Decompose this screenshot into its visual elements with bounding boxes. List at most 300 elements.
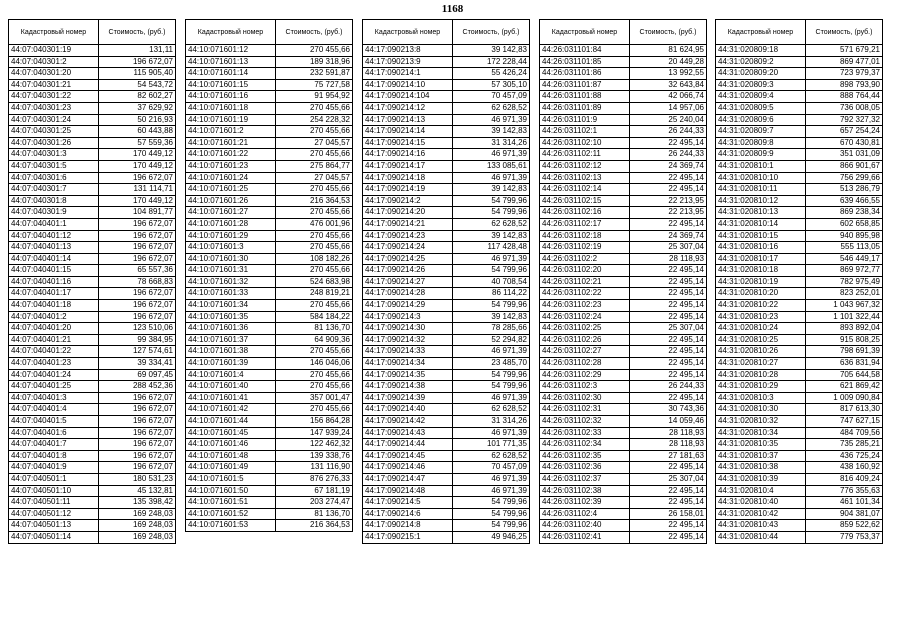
cost-cell: 22 213,95 xyxy=(630,195,707,207)
table-row xyxy=(9,79,176,91)
cadastral-number-cell: 44:10:071601:33 xyxy=(186,288,276,300)
table-row xyxy=(716,358,883,370)
table-row xyxy=(186,91,353,103)
cadastral-number-cell: 44:10:071601:24 xyxy=(186,172,276,184)
cadastral-number-cell: 44:31:020809:7 xyxy=(716,126,806,138)
table-row xyxy=(540,160,707,172)
cost-cell: 46 971,39 xyxy=(453,485,530,497)
cadastral-number-cell: 44:07:040301:9 xyxy=(9,207,99,219)
cadastral-number-cell: 44:10:071601:51 xyxy=(186,497,276,509)
cost-cell: 24 369,74 xyxy=(630,230,707,242)
cost-cell: 869 238,34 xyxy=(806,207,883,219)
cost-cell: 248 819,21 xyxy=(276,288,353,300)
cost-cell: 216 364,53 xyxy=(276,195,353,207)
table-row xyxy=(540,45,707,57)
cadastral-number-cell: 44:10:071601:23 xyxy=(186,160,276,172)
cadastral-number-cell: 44:07:040401:1 xyxy=(9,218,99,230)
table-row xyxy=(9,102,176,114)
cadastral-number-cell: 44:31:020810:39 xyxy=(716,473,806,485)
table-row xyxy=(9,439,176,451)
cost-cell: 25 307,04 xyxy=(630,473,707,485)
cost-cell: 461 101,34 xyxy=(806,497,883,509)
table-row xyxy=(9,56,176,68)
cadastral-number-cell: 44:07:040501:10 xyxy=(9,485,99,497)
cadastral-number-cell: 44:26:031102:18 xyxy=(540,230,630,242)
cadastral-number-cell: 44:07:040301:22 xyxy=(9,91,99,103)
header-cadastral-number: Кадастровый номер xyxy=(186,20,276,45)
cost-cell: 196 672,07 xyxy=(99,242,176,254)
cost-cell: 170 449,12 xyxy=(99,160,176,172)
table-row xyxy=(716,404,883,416)
cadastral-number-cell: 44:17:090214:5 xyxy=(363,497,453,509)
cadastral-number-cell: 44:31:020810:4 xyxy=(716,485,806,497)
cadastral-number-cell: 44:07:040401:21 xyxy=(9,334,99,346)
cadastral-number-cell: 44:31:020810:12 xyxy=(716,195,806,207)
table-row xyxy=(186,427,353,439)
cost-cell: 216 364,53 xyxy=(276,520,353,532)
table-row xyxy=(363,79,530,91)
cost-cell: 869 972,77 xyxy=(806,265,883,277)
cadastral-number-cell: 44:17:090214:42 xyxy=(363,416,453,428)
table-row xyxy=(540,439,707,451)
cost-cell: 196 672,07 xyxy=(99,230,176,242)
cadastral-number-cell: 44:17:090214:38 xyxy=(363,381,453,393)
cadastral-number-cell: 44:10:071601:21 xyxy=(186,137,276,149)
cost-cell: 22 495,14 xyxy=(630,346,707,358)
table-row xyxy=(716,126,883,138)
cadastral-number-cell: 44:17:090214:35 xyxy=(363,369,453,381)
table-row xyxy=(363,416,530,428)
cadastral-number-cell: 44:07:040301:5 xyxy=(9,160,99,172)
table-row xyxy=(363,427,530,439)
cost-cell: 888 764,44 xyxy=(806,91,883,103)
cost-cell: 893 892,04 xyxy=(806,323,883,335)
cost-cell: 798 691,39 xyxy=(806,346,883,358)
cost-cell: 104 891,77 xyxy=(99,207,176,219)
cost-cell: 357 001,47 xyxy=(276,392,353,404)
table-row xyxy=(186,160,353,172)
table-row xyxy=(363,450,530,462)
table-row xyxy=(540,265,707,277)
cadastral-number-cell: 44:07:040301:24 xyxy=(9,114,99,126)
cadastral-number-cell: 44:17:090214:28 xyxy=(363,288,453,300)
cost-cell: 50 216,93 xyxy=(99,114,176,126)
table-row xyxy=(540,300,707,312)
cadastral-number-cell: 44:07:040401:25 xyxy=(9,381,99,393)
cost-cell: 67 181,19 xyxy=(276,485,353,497)
table-row xyxy=(363,253,530,265)
cost-cell: 196 672,07 xyxy=(99,392,176,404)
cadastral-number-cell: 44:10:071601:46 xyxy=(186,439,276,451)
cost-cell: 22 495,14 xyxy=(630,172,707,184)
cost-cell: 25 307,04 xyxy=(630,323,707,335)
cost-cell: 555 113,05 xyxy=(806,242,883,254)
cadastral-number-cell: 44:17:090214:46 xyxy=(363,462,453,474)
table-row xyxy=(186,323,353,335)
cost-cell: 22 495,14 xyxy=(630,265,707,277)
table-row xyxy=(716,520,883,532)
cost-cell: 78 285,66 xyxy=(453,323,530,335)
cadastral-number-cell: 44:31:020810:17 xyxy=(716,253,806,265)
cadastral-number-cell: 44:17:090214:21 xyxy=(363,218,453,230)
table-row xyxy=(540,184,707,196)
cost-cell: 524 683,98 xyxy=(276,276,353,288)
cadastral-number-cell: 44:10:071601:38 xyxy=(186,346,276,358)
table-row xyxy=(9,520,176,532)
table-row xyxy=(716,439,883,451)
cost-cell: 22 495,14 xyxy=(630,334,707,346)
table-row xyxy=(9,45,176,57)
cost-cell: 55 426,24 xyxy=(453,68,530,80)
cost-cell: 232 591,87 xyxy=(276,68,353,80)
table-row xyxy=(716,56,883,68)
cost-cell: 39 142,83 xyxy=(453,45,530,57)
cadastral-number-cell: 44:07:040401:5 xyxy=(9,416,99,428)
table-row xyxy=(363,230,530,242)
cadastral-number-cell: 44:31:020810:26 xyxy=(716,346,806,358)
table-header-row xyxy=(716,20,883,45)
cadastral-number-cell: 44:07:040301:21 xyxy=(9,79,99,91)
cost-cell: 62 628,52 xyxy=(453,404,530,416)
table-row xyxy=(716,416,883,428)
cadastral-number-cell: 44:26:031102:41 xyxy=(540,531,630,543)
cadastral-number-cell: 44:17:090214:24 xyxy=(363,242,453,254)
cadastral-number-cell: 44:26:031102:32 xyxy=(540,416,630,428)
cadastral-number-cell: 44:31:020810:24 xyxy=(716,323,806,335)
cadastral-number-cell: 44:10:071601:50 xyxy=(186,485,276,497)
cadastral-number-cell: 44:26:031102:15 xyxy=(540,195,630,207)
cadastral-number-cell: 44:31:020810:37 xyxy=(716,450,806,462)
cost-cell: 46 971,39 xyxy=(453,149,530,161)
cadastral-number-cell: 44:07:040501:1 xyxy=(9,473,99,485)
cost-cell: 657 254,24 xyxy=(806,126,883,138)
table-row xyxy=(186,265,353,277)
table-row xyxy=(9,508,176,520)
cadastral-number-cell: 44:31:020810:34 xyxy=(716,427,806,439)
cadastral-number-cell: 44:26:031101:9 xyxy=(540,114,630,126)
cadastral-number-cell: 44:26:031102:28 xyxy=(540,358,630,370)
cadastral-number-cell: 44:07:040301:25 xyxy=(9,126,99,138)
table-row xyxy=(716,137,883,149)
table-row xyxy=(540,242,707,254)
cost-cell: 736 008,05 xyxy=(806,102,883,114)
table-row xyxy=(186,381,353,393)
table-row xyxy=(540,253,707,265)
cost-cell: 54 799,96 xyxy=(453,265,530,277)
table-row xyxy=(9,184,176,196)
header-cost: Стоимость, (руб.) xyxy=(453,20,530,45)
table-row xyxy=(716,79,883,91)
cost-cell: 60 443,88 xyxy=(99,126,176,138)
cadastral-number-cell: 44:07:040401:9 xyxy=(9,462,99,474)
table-row xyxy=(363,531,530,543)
cadastral-number-cell: 44:17:090214:26 xyxy=(363,265,453,277)
table-header-row xyxy=(186,20,353,45)
table-row xyxy=(716,497,883,509)
table-row xyxy=(716,276,883,288)
table-row xyxy=(540,369,707,381)
table-row xyxy=(363,242,530,254)
cost-cell: 123 510,06 xyxy=(99,323,176,335)
cost-cell: 46 971,39 xyxy=(453,114,530,126)
table-row xyxy=(363,346,530,358)
cost-cell: 22 495,14 xyxy=(630,218,707,230)
cost-cell: 196 672,07 xyxy=(99,172,176,184)
cadastral-number-cell: 44:10:071601:30 xyxy=(186,253,276,265)
table-row xyxy=(9,230,176,242)
table-row xyxy=(716,253,883,265)
cadastral-number-cell: 44:17:090214:10 xyxy=(363,79,453,91)
cadastral-number-cell: 44:26:031102:25 xyxy=(540,323,630,335)
cost-cell: 45 132,81 xyxy=(99,485,176,497)
cadastral-number-cell: 44:07:040401:16 xyxy=(9,276,99,288)
header-cadastral-number: Кадастровый номер xyxy=(716,20,806,45)
cost-cell: 270 455,66 xyxy=(276,207,353,219)
table-row xyxy=(716,473,883,485)
cost-cell: 131 114,71 xyxy=(99,184,176,196)
cadastral-number-cell: 44:31:020810:40 xyxy=(716,497,806,509)
cadastral-number-cell: 44:10:071601:39 xyxy=(186,358,276,370)
cost-cell: 571 679,21 xyxy=(806,45,883,57)
table-row xyxy=(9,497,176,509)
table-header-row xyxy=(9,20,176,45)
table-row xyxy=(716,265,883,277)
cost-cell: 270 455,66 xyxy=(276,265,353,277)
cost-cell: 22 495,14 xyxy=(630,288,707,300)
cadastral-number-cell: 44:17:090214:15 xyxy=(363,137,453,149)
cadastral-number-cell: 44:07:040401:17 xyxy=(9,288,99,300)
cost-cell: 147 939,24 xyxy=(276,427,353,439)
cadastral-number-cell: 44:31:020810:16 xyxy=(716,242,806,254)
table-row xyxy=(186,230,353,242)
table-row xyxy=(716,450,883,462)
table-row xyxy=(540,485,707,497)
cost-cell: 816 409,24 xyxy=(806,473,883,485)
cost-cell: 1 043 967,32 xyxy=(806,300,883,312)
table-row xyxy=(186,102,353,114)
table-row xyxy=(363,126,530,138)
table-row xyxy=(186,300,353,312)
cadastral-number-cell: 44:26:031101:85 xyxy=(540,56,630,68)
cost-cell: 196 672,07 xyxy=(99,427,176,439)
cost-cell: 636 831,94 xyxy=(806,358,883,370)
cost-cell: 46 971,39 xyxy=(453,392,530,404)
table-row xyxy=(540,323,707,335)
cost-cell: 27 181,63 xyxy=(630,450,707,462)
cadastral-number-cell: 44:10:071601:19 xyxy=(186,114,276,126)
table-row xyxy=(9,114,176,126)
table-row xyxy=(716,323,883,335)
table-row xyxy=(540,56,707,68)
table-row xyxy=(716,45,883,57)
cost-cell: 904 381,07 xyxy=(806,508,883,520)
table-row xyxy=(9,462,176,474)
cadastral-number-cell: 44:07:040301:26 xyxy=(9,137,99,149)
cadastral-number-cell: 44:10:071601:27 xyxy=(186,207,276,219)
table-row xyxy=(716,381,883,393)
cost-cell: 351 031,09 xyxy=(806,149,883,161)
cost-cell: 46 971,39 xyxy=(453,473,530,485)
cadastral-number-cell: 44:31:020810:10 xyxy=(716,172,806,184)
cadastral-number-cell: 44:17:090214:3 xyxy=(363,311,453,323)
table-row xyxy=(186,149,353,161)
cadastral-number-cell: 44:07:040501:11 xyxy=(9,497,99,509)
table-row xyxy=(9,172,176,184)
table-row xyxy=(9,160,176,172)
cadastral-number-cell: 44:26:031101:88 xyxy=(540,91,630,103)
cadastral-number-cell: 44:31:020810:30 xyxy=(716,404,806,416)
table-row xyxy=(9,242,176,254)
cadastral-number-cell: 44:07:040301:7 xyxy=(9,184,99,196)
cadastral-number-cell: 44:10:071601:2 xyxy=(186,126,276,138)
cadastral-number-cell: 44:26:031102:30 xyxy=(540,392,630,404)
cadastral-number-cell: 44:07:040401:13 xyxy=(9,242,99,254)
cadastral-number-cell: 44:07:040501:12 xyxy=(9,508,99,520)
cadastral-number-cell: 44:26:031101:89 xyxy=(540,102,630,114)
cadastral-number-cell: 44:17:090214:6 xyxy=(363,508,453,520)
cost-cell: 46 971,39 xyxy=(453,253,530,265)
cost-cell: 876 276,33 xyxy=(276,473,353,485)
cadastral-number-cell: 44:07:040401:23 xyxy=(9,358,99,370)
cost-cell: 196 672,07 xyxy=(99,300,176,312)
cost-cell: 22 495,14 xyxy=(630,184,707,196)
table-row xyxy=(186,439,353,451)
table-row xyxy=(540,462,707,474)
cadastral-number-cell: 44:07:040301:2 xyxy=(9,56,99,68)
cost-cell: 602 658,85 xyxy=(806,218,883,230)
cadastral-number-cell: 44:26:031102:17 xyxy=(540,218,630,230)
cadastral-number-cell: 44:10:071601:45 xyxy=(186,427,276,439)
table-row xyxy=(716,102,883,114)
table-row xyxy=(716,508,883,520)
cost-cell: 46 971,39 xyxy=(453,172,530,184)
table-row xyxy=(363,91,530,103)
cadastral-number-cell: 44:26:031102:33 xyxy=(540,427,630,439)
cost-cell: 54 799,96 xyxy=(453,497,530,509)
table-row xyxy=(186,56,353,68)
cost-cell: 270 455,66 xyxy=(276,381,353,393)
table-row xyxy=(363,311,530,323)
cost-cell: 270 455,66 xyxy=(276,45,353,57)
cadastral-number-cell: 44:17:090214:25 xyxy=(363,253,453,265)
cadastral-number-cell: 44:26:031102:27 xyxy=(540,346,630,358)
cost-cell: 22 495,14 xyxy=(630,276,707,288)
table-row xyxy=(363,195,530,207)
cadastral-number-cell: 44:31:020810:20 xyxy=(716,288,806,300)
cadastral-table-4 xyxy=(539,19,707,544)
cost-cell: 49 946,25 xyxy=(453,531,530,543)
cost-cell: 28 118,93 xyxy=(630,439,707,451)
cadastral-number-cell: 44:07:040301:19 xyxy=(9,45,99,57)
table-row xyxy=(540,172,707,184)
cost-cell: 817 613,30 xyxy=(806,404,883,416)
cadastral-number-cell: 44:26:031102:14 xyxy=(540,184,630,196)
table-row xyxy=(540,102,707,114)
table-row xyxy=(9,369,176,381)
cost-cell: 91 954,92 xyxy=(276,91,353,103)
table-row xyxy=(9,288,176,300)
cost-cell: 146 046,06 xyxy=(276,358,353,370)
table-row xyxy=(363,462,530,474)
cadastral-number-cell: 44:17:090214:29 xyxy=(363,300,453,312)
cadastral-number-cell: 44:17:090214:23 xyxy=(363,230,453,242)
cost-cell: 26 244,33 xyxy=(630,149,707,161)
table-row xyxy=(363,323,530,335)
cost-cell: 189 318,96 xyxy=(276,56,353,68)
table-row xyxy=(363,485,530,497)
cadastral-number-cell: 44:17:090214:16 xyxy=(363,149,453,161)
cadastral-number-cell: 44:10:071601:5 xyxy=(186,473,276,485)
table-row xyxy=(540,68,707,80)
table-row xyxy=(186,404,353,416)
table-row xyxy=(540,311,707,323)
cadastral-number-cell: 44:07:040401:3 xyxy=(9,392,99,404)
cost-cell: 172 228,44 xyxy=(453,56,530,68)
table-row xyxy=(186,334,353,346)
cost-cell: 196 672,07 xyxy=(99,56,176,68)
cost-cell: 169 248,03 xyxy=(99,508,176,520)
cadastral-number-cell: 44:31:020810:38 xyxy=(716,462,806,474)
table-row xyxy=(186,172,353,184)
table-row xyxy=(540,276,707,288)
cost-cell: 37 629,92 xyxy=(99,102,176,114)
cadastral-number-cell: 44:10:071601:12 xyxy=(186,45,276,57)
cost-cell: 270 455,66 xyxy=(276,126,353,138)
header-cost: Стоимость, (руб.) xyxy=(806,20,883,45)
table-row xyxy=(186,358,353,370)
table-row xyxy=(9,450,176,462)
table-row xyxy=(9,137,176,149)
table-row xyxy=(716,230,883,242)
cost-cell: 169 248,03 xyxy=(99,520,176,532)
cadastral-number-cell: 44:26:031102:2 xyxy=(540,253,630,265)
cost-cell: 22 495,14 xyxy=(630,531,707,543)
cadastral-number-cell: 44:26:031102:1 xyxy=(540,126,630,138)
cadastral-number-cell: 44:10:071601:3 xyxy=(186,242,276,254)
table-row xyxy=(9,485,176,497)
cadastral-number-cell: 44:07:040501:14 xyxy=(9,531,99,543)
table-row xyxy=(9,334,176,346)
cadastral-number-cell: 44:07:040301:6 xyxy=(9,172,99,184)
cadastral-number-cell: 44:31:020810:35 xyxy=(716,439,806,451)
cadastral-number-cell: 44:10:071601:14 xyxy=(186,68,276,80)
cadastral-number-cell: 44:17:090214:1 xyxy=(363,68,453,80)
table-row xyxy=(363,381,530,393)
cost-cell: 22 495,14 xyxy=(630,137,707,149)
header-cadastral-number: Кадастровый номер xyxy=(9,20,99,45)
table-header-row xyxy=(540,20,707,45)
cadastral-number-cell: 44:31:020810:32 xyxy=(716,416,806,428)
cost-cell: 64 909,36 xyxy=(276,334,353,346)
table-row xyxy=(716,195,883,207)
cadastral-number-cell: 44:17:090214:12 xyxy=(363,102,453,114)
cadastral-number-cell: 44:26:031102:39 xyxy=(540,497,630,509)
table-row xyxy=(186,497,353,509)
cost-cell: 28 118,93 xyxy=(630,427,707,439)
cadastral-table-5 xyxy=(715,19,883,544)
table-row xyxy=(363,276,530,288)
table-row xyxy=(716,531,883,543)
cost-cell: 22 495,14 xyxy=(630,311,707,323)
cost-cell: 86 114,22 xyxy=(453,288,530,300)
cadastral-number-cell: 44:26:031102:24 xyxy=(540,311,630,323)
cadastral-number-cell: 44:07:040401:15 xyxy=(9,265,99,277)
cadastral-number-cell: 44:07:040401:8 xyxy=(9,450,99,462)
cadastral-number-cell: 44:17:090214:18 xyxy=(363,172,453,184)
cadastral-number-cell: 44:26:031102:16 xyxy=(540,207,630,219)
table-row xyxy=(186,137,353,149)
cadastral-number-cell: 44:10:071601:25 xyxy=(186,184,276,196)
